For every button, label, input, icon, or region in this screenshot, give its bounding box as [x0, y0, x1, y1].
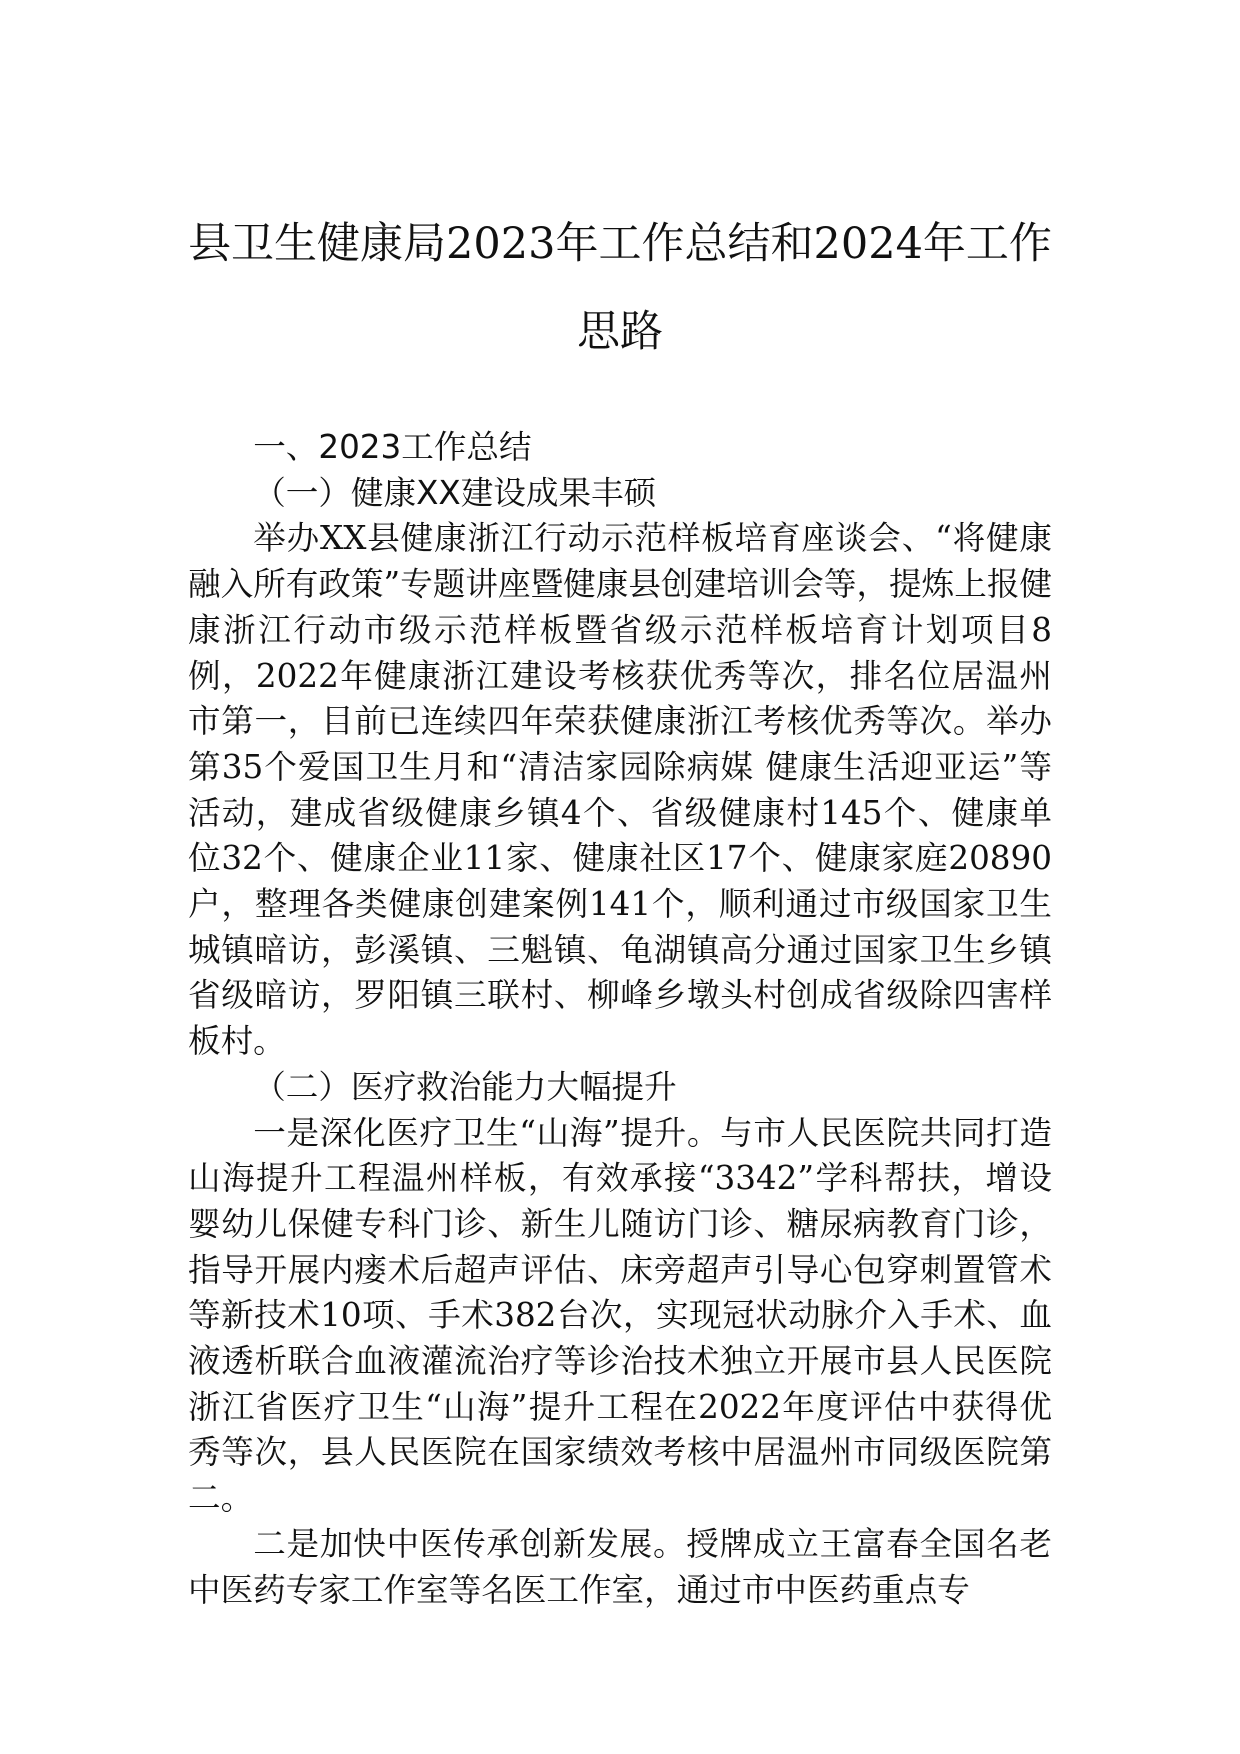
body-paragraph: 举办XX县健康浙江行动示范样板培育座谈会、“将健康融入所有政策”专题讲座暨健康县创建培训会等，提炼上报健康浙江行动市级示范样板暨省级示范样板培育计划项目8例，2022年健康浙江建设考核获优秀等次，排名位居温州市第一，目前已连续四年荣获健康浙江考核优秀等次。举办第35个爱国卫生月和“清洁家园除病媒 健康生活迎亚运”等活动，建成省级健康乡镇4个、省级健康村145个、健康单位32个、健康企业11家、健康社区17个、健康家庭20890户，整理各类健康创建案例141个，顺利通过市级国家卫生城镇暗访，彭溪镇、三魁镇、龟湖镇高分通过国家卫生乡镇省级暗访，罗阳镇三联村、柳峰乡墩头村创成省级除四害样板村。 — [188, 519, 1052, 1061]
section-heading: 一、2023工作总结 — [253, 428, 532, 466]
document-body — [188, 425, 1052, 1613]
subsection-heading: （二）医疗救治能力大幅提升 — [253, 1067, 677, 1106]
body-paragraph: 一是深化医疗卫生“山海”提升。与市人民医院共同打造山海提升工程温州样板，有效承接“3342”学科帮扶，增设婴幼儿保健专科门诊、新生儿随访门诊、糖尿病教育门诊，指导开展内瘘术后超声评估、床旁超声引导心包穿刺置管术等新技术10项、手术382台次，实现冠状动脉介入手术、血液透析联合血液灌流治疗等诊治技术独立开展市县人民医院浙江省医疗卫生“山海”提升工程在2022年度评估中获得优秀等次，县人民医院在国家绩效考核中居温州市同级医院第二。 — [188, 1113, 1052, 1518]
document-title: 县卫生健康局2023年工作总结和2024年工作思路 — [188, 219, 1052, 357]
body-paragraph: 二是加快中医传承创新发展。授牌成立王富春全国名老中医药专家工作室等名医工作室，通过市中医药重点专 — [188, 1524, 1052, 1609]
subsection-heading: （一）健康XX建设成果丰硕 — [253, 473, 657, 512]
